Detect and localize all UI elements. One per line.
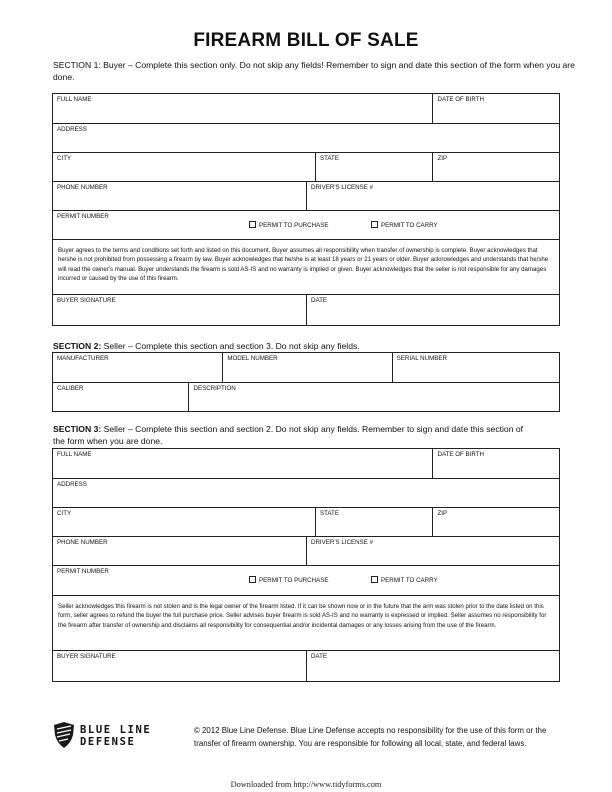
seller-date-field[interactable]: DATE	[306, 651, 559, 681]
buyer-permit-carry-checkbox[interactable]: PERMIT TO CARRY	[371, 221, 438, 229]
seller-address-field[interactable]: ADDRESS	[57, 481, 87, 488]
description-field[interactable]: DESCRIPTION	[188, 383, 559, 411]
seller-zip-field[interactable]: ZIP	[432, 508, 559, 536]
seller-section	[52, 448, 560, 682]
section2-label: SECTION 2:	[53, 341, 102, 351]
logo-line-2: DEFENSE	[80, 736, 136, 748]
seller-license-field[interactable]: DRIVER'S LICENSE #	[306, 537, 559, 565]
buyer-full-name-field[interactable]: FULL NAME	[57, 96, 92, 103]
buyer-permit-purchase-checkbox[interactable]: PERMIT TO PURCHASE	[249, 221, 328, 229]
section1-instructions	[53, 60, 579, 83]
checkbox-icon	[371, 576, 378, 583]
copyright-notice: © 2012 Blue Line Defense. Blue Line Defense accepts no responsibility for the use of this form or the transfer of firearm ownership. You are responsible for following all local, state, and federal laws.	[194, 726, 547, 748]
section3-text: Seller – Complete this section and section 2. Do not skip any fields. Remember to sign and date this section of the form when you are done.	[53, 424, 524, 446]
section1-text: Buyer – Complete this section only. Do not skip any fields! Remember to sign and date this section of the form when you are done.	[53, 60, 575, 82]
seller-permit-purchase-checkbox[interactable]: PERMIT TO PURCHASE	[249, 576, 328, 584]
firearm-section	[52, 352, 560, 412]
buyer-agreement-text: Buyer agrees to the terms and conditions set forth and listed on this document. Buyer assumes all responsibility when transfer of ownership is complete. Buyer acknowledges that he/she is not prohibited from possessing a firearm by law. Buyer acknowledges that he/she is at least 18 years or 21 years or older. Buyer acknowledges and understands that he/she will read the owner's manual. Buyer understands the firearm is sold AS-IS and no warranty is implied or given. Buyer acknowledges that the seller is not responsible for any damages incurred or caused by the use of this firearm.	[58, 247, 549, 283]
section3-instructions	[53, 424, 533, 447]
seller-city-field[interactable]: CITY	[57, 510, 72, 517]
section1-label: SECTION 1:	[53, 60, 101, 70]
section3-label: SECTION 3:	[53, 424, 102, 434]
buyer-signature-field[interactable]: BUYER SIGNATURE	[57, 297, 116, 304]
seller-signature-field[interactable]: BUYER SIGNATURE	[57, 653, 116, 660]
seller-full-name-field[interactable]: FULL NAME	[57, 451, 92, 458]
buyer-state-field[interactable]: STATE	[315, 153, 433, 181]
serial-number-field[interactable]: SERIAL NUMBER	[392, 353, 559, 382]
buyer-date-field[interactable]: DATE	[306, 295, 559, 325]
buyer-zip-field[interactable]: ZIP	[432, 153, 559, 181]
section2-instructions	[53, 341, 579, 353]
logo-line-1: BLUE LINE	[80, 724, 152, 736]
seller-dob-field[interactable]: DATE OF BIRTH	[432, 449, 559, 478]
form-title: FIREARM BILL OF SALE	[193, 30, 419, 51]
model-number-field[interactable]: MODEL NUMBER	[222, 353, 391, 382]
buyer-dob-field[interactable]: DATE OF BIRTH	[432, 94, 559, 123]
buyer-permit-field[interactable]: PERMIT NUMBER PERMIT TO PURCHASE PERMIT TO CARRY	[57, 213, 438, 229]
checkbox-icon	[371, 221, 378, 228]
seller-permit-field[interactable]: PERMIT NUMBER PERMIT TO PURCHASE PERMIT TO CARRY	[57, 568, 438, 584]
seller-phone-field[interactable]: PHONE NUMBER	[57, 539, 108, 546]
checkbox-icon	[249, 576, 256, 583]
download-source-link[interactable]: Downloaded from http://www.tidyforms.com	[230, 780, 382, 789]
caliber-field[interactable]: CALIBER	[57, 385, 84, 392]
shield-icon	[52, 721, 76, 749]
buyer-section	[52, 93, 560, 326]
buyer-license-field[interactable]: DRIVER'S LICENSE #	[306, 182, 559, 210]
seller-agreement-text: Seller acknowledges this firearm is not stolen and is the legal owner of the firearm listed. If it can be shown now or in the future that the arm was stolen prior to the date listed on this form, seller agrees to refund the buyer the full purchase price. Seller advises buyer firearm is sold AS-IS and no warranty is expressed or implied. Seller assumes no responsibility for the firearm after transfer of ownership and disclaims all responsibility for consequential and/or incidental damages or any losses arising from the use of the firearm.	[58, 603, 547, 629]
section2-text: Seller – Complete this section and section 3. Do not skip any fields.	[103, 341, 360, 351]
buyer-city-field[interactable]: CITY	[57, 155, 72, 162]
manufacturer-field[interactable]: MANUFACTURER	[57, 355, 109, 362]
checkbox-icon	[249, 221, 256, 228]
buyer-address-field[interactable]: ADDRESS	[57, 126, 87, 133]
seller-permit-carry-checkbox[interactable]: PERMIT TO CARRY	[371, 576, 438, 584]
seller-state-field[interactable]: STATE	[315, 508, 433, 536]
blue-line-defense-logo	[52, 721, 162, 751]
buyer-phone-field[interactable]: PHONE NUMBER	[57, 184, 108, 191]
